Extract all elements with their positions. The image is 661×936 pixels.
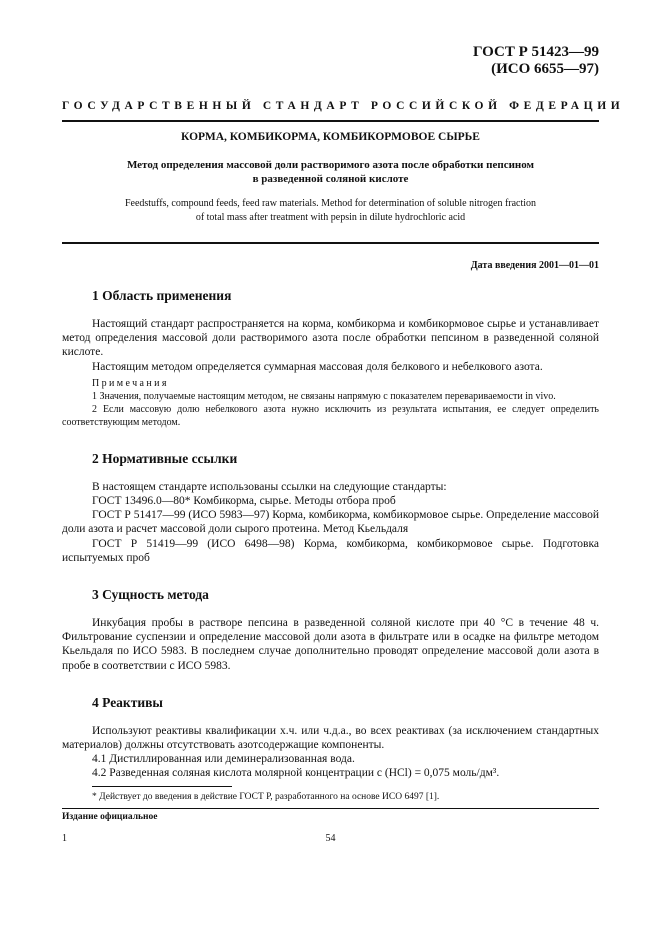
section-4-item: 4.1 Дистиллированная или деминерализованная вода. — [92, 753, 355, 766]
footer-divider — [62, 808, 599, 809]
top-divider — [62, 120, 599, 122]
notes-label: Примечания — [92, 377, 169, 389]
effective-date: Дата введения 2001—01—01 — [470, 260, 599, 271]
section-3-paragraph: Инкубация пробы в растворе пепсина в разведенной соляной кислоте при 40 °С в течение 48 ч. Фильтрование суспензии и определение массовой доли азота в фильтрате или в осадке на фильтре методом Кьельдаля по ИСО 5983. В последнем случае дополнительно проводят определение массовой доли азота в пробе в соответствии с ИСО 5983. — [62, 617, 599, 672]
page-mark-left: 1 — [62, 833, 67, 844]
government-standard-title: ГОСУДАРСТВЕННЫЙ СТАНДАРТ РОССИЙСКОЙ ФЕДЕРАЦИИ — [62, 100, 625, 112]
standard-designation — [473, 44, 599, 78]
english-title — [62, 197, 599, 225]
document-subtitle — [62, 158, 599, 186]
page-number: 54 — [325, 833, 336, 844]
section-1-heading: 1 Область применения — [92, 288, 232, 303]
subtitle-line-1: Метод определения массовой доли растворимого азота после обработки пепсином — [126, 159, 535, 171]
official-edition-label: Издание официальное — [62, 812, 158, 822]
section-2-reference: ГОСТ 13496.0—80* Комбикорма, сырье. Методы отбора проб — [92, 495, 396, 508]
header-divider — [62, 242, 599, 244]
section-2-reference: ГОСТ Р 51419—99 (ИСО 6498—98) Корма, комбикорма, комбикормовое сырье. Подготовка испытуемых проб — [62, 537, 599, 564]
subtitle-line-2: в разведенной соляной кислоте — [252, 173, 409, 185]
gost-number: ГОСТ Р 51423—99 — [472, 44, 599, 60]
footnote-divider — [92, 786, 232, 787]
note-2: 2 Если массовую долю небелкового азота нужно исключить из результата испытания, ее следует определить соответствующим методом. — [62, 403, 599, 428]
english-title-line-1: Feedstuffs, compound feeds, feed raw materials. Method for determination of soluble nitrogen fraction — [124, 198, 537, 209]
section-2-paragraph: В настоящем стандарте использованы ссылки на следующие стандарты: — [92, 480, 447, 493]
document-main-title: КОРМА, КОМБИКОРМА, КОМБИКОРМОВОЕ СЫРЬЕ — [181, 131, 480, 143]
iso-number: (ИСО 6655—97) — [491, 61, 599, 77]
section-3-heading: 3 Сущность метода — [92, 587, 209, 603]
section-4-heading: 4 Реактивы — [92, 694, 163, 710]
document-body — [62, 288, 599, 803]
footnote: * Действует до введения в действие ГОСТ Р, разработанного на основе ИСО 6497 [1]. — [92, 791, 440, 802]
note-1: 1 Значения, получаемые настоящим методом, не связаны напрямую с показателем перевариваемости in vivo. — [92, 390, 556, 402]
section-1-paragraph: Настоящим методом определяется суммарная массовая доля белкового и небелкового азота. — [92, 360, 543, 373]
section-4-item: 4.2 Разведенная соляная кислота молярной концентрации с (HCl) = 0,075 моль/дм³. — [92, 767, 500, 780]
section-4-paragraph: Используют реактивы квалификации х.ч. или ч.д.а., во всех реактивах (за исключением стандартных материалов) должны отсутствовать азотсодержащие компоненты. — [62, 724, 599, 752]
section-2-heading: 2 Нормативные ссылки — [92, 450, 238, 466]
section-2-reference: ГОСТ Р 51417—99 (ИСО 5983—97) Корма, комбикорма, комбикормовое сырье. Определение массовой доли азота и расчет массовой доли сырого протеина. Метод Кьельдаля — [62, 509, 599, 536]
english-title-line-2: of total mass after treatment with pepsin in dilute hydrochloric acid — [195, 212, 466, 223]
section-1-paragraph: Настоящий стандарт распространяется на корма, комбикорма и комбикормовое сырье и устанавливает метод определения массовой доли растворимого азота после обработки пепсином в разведенной соляной кислоте. — [62, 318, 599, 359]
